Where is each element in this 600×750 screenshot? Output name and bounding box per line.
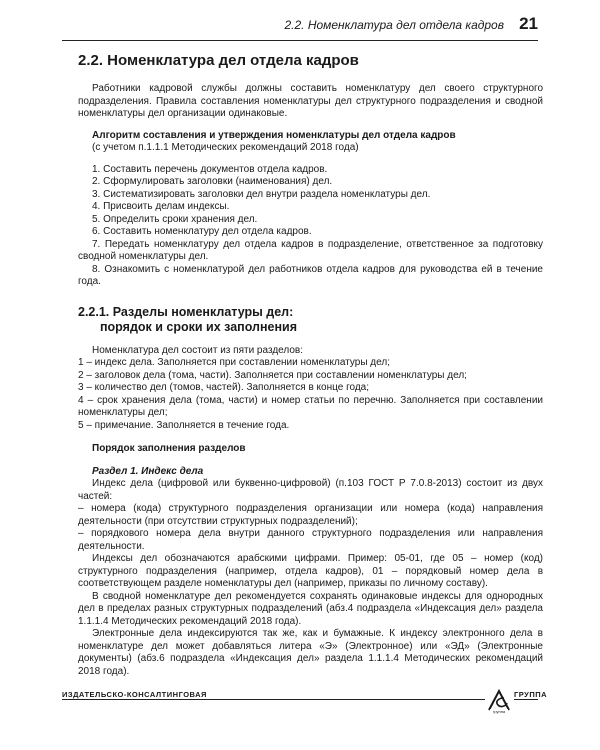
section-intro: Работники кадровой службы должны составить номенклатуру дел своего структурного подразделения. Правила составления номенклатуры дел структурного подразделения и сводной номенклатуры дел организации одинаковые.: [78, 83, 543, 119]
header-rule: [62, 40, 538, 41]
order-title: Порядок заполнения разделов: [92, 443, 246, 454]
body-paragraph: В сводной номенклатуре дел рекомендуется сохранять одинаковые индексы для однородных дел в пределах разных структурных подразделений (абз.4 подраздела «Индексация дел» раздела 1.1.1.4 Методических рекомендаций 2018 года).: [78, 590, 543, 627]
part-item: 3 – количество дел (томов, частей). Заполняется в конце года;: [78, 382, 370, 393]
part-item: 2 – заголовок дела (тома, части). Заполняется при составлении номенклатуры дел;: [78, 369, 467, 381]
page-content: [78, 52, 543, 678]
step-item: 8. Ознакомить с номенклатурой дел работников отдела кадров для руководства ей в течение года.: [78, 263, 543, 287]
body-paragraph: – порядкового номера дела внутри данного структурного подразделения или направления деятельности.: [78, 528, 543, 552]
part1-title: Раздел 1. Индекс дела: [92, 465, 204, 477]
step-item: 3. Систематизировать заголовки дел внутри раздела номенклатуры дел.: [92, 188, 431, 200]
subsection-title-line2: порядок и сроки их заполнения: [100, 319, 297, 334]
publisher-logo: [486, 688, 512, 714]
parts-lead: Номенклатура дел состоит из пяти разделов:: [92, 344, 303, 356]
step-item: 1. Составить перечень документов отдела кадров.: [92, 163, 328, 175]
body-paragraph: Индексы дел обозначаются арабскими цифрами. Пример: 05-01, где 05 – номер (код) структурного подразделения (например, отдела кадров), 01 – порядковый номер дела в соответствующем разделе номенклатуры дел (например, приказы по личному составу).: [78, 553, 543, 589]
page-header: [62, 14, 538, 36]
part-item: 4 – срок хранения дела (тома, части) и номер статьи по перечню. Заполняется при составлении номенклатуры дел;: [78, 394, 543, 418]
algorithm-steps: [78, 164, 543, 289]
logo-subtext: группа: [492, 709, 506, 714]
step-item: 2. Сформулировать заголовки (наименования) дел.: [92, 176, 333, 187]
publisher-name-left: ИЗДАТЕЛЬСКО-КОНСАЛТИНГОВАЯ: [62, 690, 207, 699]
publisher-name-right: ГРУППА: [514, 690, 548, 699]
step-item: 4. Присвоить делам индексы.: [92, 201, 230, 212]
page-number: 21: [519, 14, 538, 33]
step-item: 6. Составить номенклатуру дел отдела кадров.: [92, 226, 312, 237]
body-paragraph: Индекс дела (цифровой или буквенно-цифровой) (п.103 ГОСТ Р 7.0.8-2013) состоит из двух частей:: [78, 478, 543, 502]
step-item: 5. Определить сроки хранения дел.: [92, 213, 258, 225]
subsection-title: [78, 305, 543, 335]
body-paragraph: Электронные дела индексируются так же, как и бумажные. К индексу электронного дела в номенклатуре дел может добавляться литера «Э» (Электронное) или «ЭД» (Электронные документы) (абз.6 подраздела «Индексация дел» раздела 1.1.1.4 Методических рекомендаций 2018 года).: [78, 628, 543, 677]
section-title: 2.2. Номенклатура дел отдела кадров: [78, 52, 359, 69]
running-title: 2.2. Номенклатура дел отдела кадров: [284, 18, 504, 32]
algorithm-title: Алгоритм составления и утверждения номенклатуры дел отдела кадров: [92, 129, 456, 141]
step-item: 7. Передать номенклатуру дел отдела кадров в подразделение, ответственное за подготовку сводной номенклатуры дел.: [78, 238, 543, 262]
footer-rule-right: [514, 699, 538, 700]
body-paragraph: – номера (кода) структурного подразделения организации или номера (кода) направления деятельности (при отсутствии структурных подразделений);: [78, 503, 543, 527]
footer-rule: [62, 699, 485, 700]
page-footer: [62, 690, 548, 730]
subsection-title-line1: 2.2.1. Разделы номенклатуры дел:: [78, 304, 294, 319]
algorithm-note: (с учетом п.1.1.1 Методических рекомендаций 2018 года): [92, 142, 359, 153]
part-item: 1 – индекс дела. Заполняется при составлении номенклатуры дел;: [78, 357, 390, 368]
part-item: 5 – примечание. Заполняется в течение года.: [78, 419, 290, 431]
